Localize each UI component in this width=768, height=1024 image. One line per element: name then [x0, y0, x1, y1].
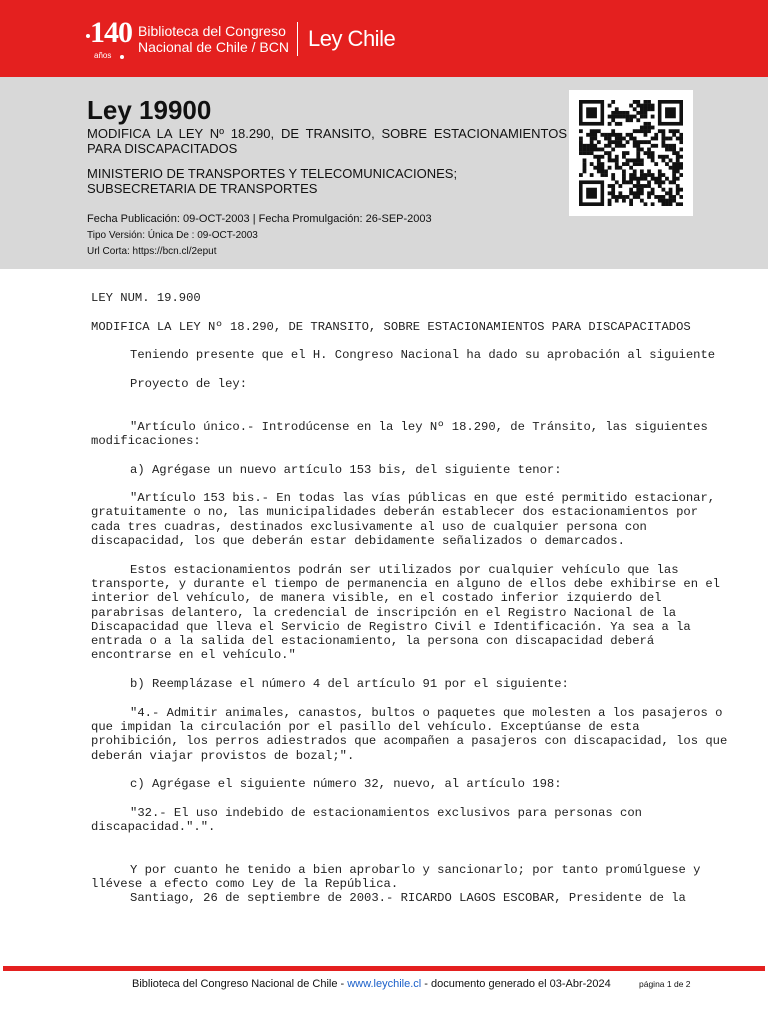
- badge-dot: [120, 55, 124, 59]
- number-32: "32.- El uso indebido de estacionamientos exclusivos para personas con discapacidad.".".: [91, 805, 650, 834]
- qr-code-graphic: [579, 100, 683, 206]
- top-brand-bar: [0, 0, 768, 77]
- project-label: Proyecto de ley:: [130, 376, 248, 391]
- promulgation-clause: Y por cuanto he tenido a bien aprobarlo y sancionarlo; por tanto promúlguese y llévese a efecto como Ley de la República.: [91, 862, 708, 892]
- law-number: LEY NUM. 19.900: [91, 291, 201, 305]
- qr-code-icon: [569, 90, 693, 216]
- page-number: página 1 de 2: [639, 979, 691, 989]
- article-91-number-4: "4.- Admitir animales, canastos, bultos o paquetes que molesten a los pasajeros o que impidan la circulación por el pasillo del vehículo. Exceptúanse de esta prohibición, los perros adiestrados que acompañen a pasajeros con discapacidad, los que deberán viajar provistos de bozal;".: [91, 705, 735, 763]
- footer-divider: [3, 966, 765, 971]
- badge-years: años: [94, 51, 112, 60]
- law-subtitle: MODIFICA LA LEY Nº 18.290, DE TRANSITO, SOBRE ESTACIONAMIENTOS PARA DISCAPACITADOS: [87, 126, 567, 156]
- logo-divider: [297, 22, 298, 56]
- leychile-link[interactable]: www.leychile.cl: [347, 978, 422, 990]
- amendment-c: c) Agrégase el siguiente número 32, nuevo, al artículo 198:: [130, 777, 562, 792]
- ministry-name: MINISTERIO DE TRANSPORTES Y TELECOMUNICACIONES; SUBSECRETARIA DE TRANSPORTES: [87, 166, 458, 196]
- law-heading: MODIFICA LA LEY Nº 18.290, DE TRANSITO, SOBRE ESTACIONAMIENTOS PARA DISCAPACITADOS: [91, 319, 691, 334]
- bcn-name-line2: Nacional de Chile / BCN: [138, 39, 289, 55]
- amendment-b: b) Reemplázase el número 4 del artículo 91 por el siguiente:: [130, 677, 569, 692]
- version-type: Tipo Versión: Única De : 09-OCT-2003: [87, 230, 258, 241]
- amendment-a: a) Agrégase un nuevo artículo 153 bis, del siguiente tenor:: [130, 462, 562, 477]
- footer-credit: [132, 978, 611, 991]
- footer-prefix: Biblioteca del Congreso Nacional de Chile -: [132, 978, 348, 990]
- bcn-name: [138, 23, 289, 55]
- article-single: "Artículo único.- Introdúcense en la ley Nº 18.290, de Tránsito, las siguientes modificaciones:: [91, 419, 716, 448]
- bcn-logo[interactable]: [86, 14, 395, 64]
- short-url[interactable]: Url Corta: https://bcn.cl/2eput: [87, 246, 217, 257]
- footer-suffix: - documento generado el 03-Abr-2024: [421, 978, 611, 990]
- ley-chile-wordmark: Ley Chile: [307, 26, 396, 51]
- anniversary-badge: [86, 14, 130, 64]
- preamble: Teniendo presente que el H. Congreso Nacional ha dado su aprobación al siguiente: [130, 348, 716, 363]
- badge-number: 140: [90, 16, 132, 49]
- law-body: [91, 291, 735, 906]
- publication-dates: Fecha Publicación: 09-OCT-2003 | Fecha Promulgación: 26-SEP-2003: [87, 213, 432, 225]
- parking-paragraph: Estos estacionamientos podrán ser utilizados por cualquier vehículo que las transporte, y durante el tiempo de permanencia en alguno de ellos debe exhibirse en el interior del vehículo, de manera visible, en el costado inferior izquierdo del parabrisas delantero, la credencial de inscripción en el Registro Nacional de la Discapacidad que lleva el Servicio de Registro Civil e Identificación. Ya sea a la entrada o a la salida del estacionamiento, la persona con discapacidad deberá encontrarse en el vehículo.": [91, 562, 728, 663]
- law-title: Ley 19900: [87, 95, 212, 125]
- signature-line: Santiago, 26 de septiembre de 2003.- RICARDO LAGOS ESCOBAR, Presidente de la: [130, 891, 686, 906]
- bcn-name-line1: Biblioteca del Congreso: [138, 23, 286, 39]
- article-153-bis: "Artículo 153 bis.- En todas las vías públicas en que esté permitido estacionar, gratuitamente o no, las municipalidades deberán establecer dos estacionamientos por cada tres cuadras, destinados exclusivamente al uso de cualquier persona con discapacidad, los que deberán estar debidamente señalizados o demarcados.: [91, 491, 723, 549]
